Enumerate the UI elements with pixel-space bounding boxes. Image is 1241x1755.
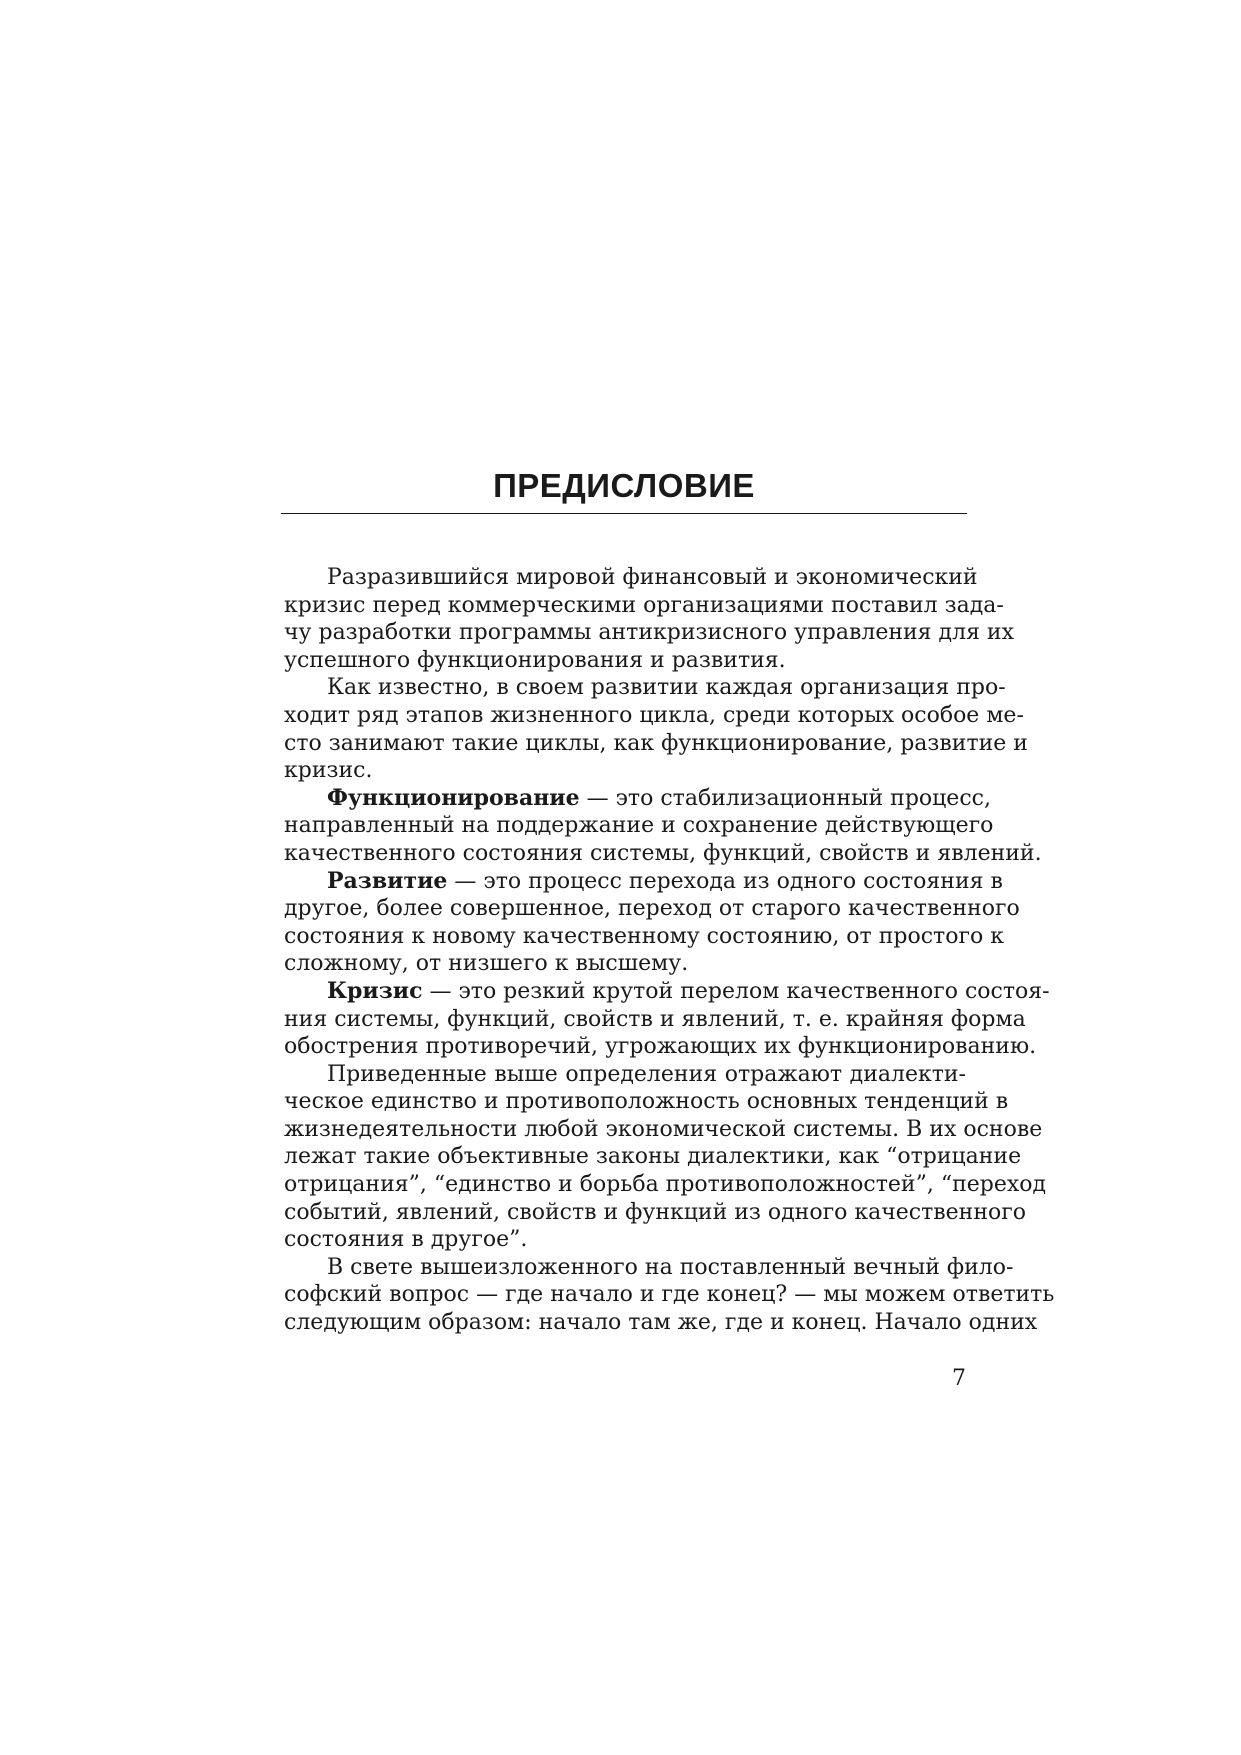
text-line: лежат такие объективные законы диалектики, как “отрицание bbox=[284, 1144, 1022, 1170]
text-line: сложному, от низшего к высшему. bbox=[284, 951, 689, 977]
defined-term: Кризис bbox=[327, 977, 423, 1004]
definition-crisis bbox=[284, 977, 1050, 1061]
text-line bbox=[284, 867, 1003, 896]
text-line: кризис перед коммерческими организациями поставил зада- bbox=[284, 592, 1004, 618]
text-line: чу разработки программы антикризисного управления для их bbox=[284, 620, 1015, 646]
paragraph-6 bbox=[284, 1061, 1047, 1254]
definition-text: — это резкий крутой перелом качественного состоя- bbox=[422, 978, 1050, 1004]
text-line: Как известно, в своем развитии каждая организация про- bbox=[327, 675, 1006, 701]
text-line: ния системы, функций, свойств и явлений, т. е. крайняя форма bbox=[284, 1006, 1026, 1032]
text-line bbox=[284, 784, 991, 813]
page-number: 7 bbox=[952, 1366, 966, 1391]
definition-functioning bbox=[284, 784, 1042, 868]
text-line: кризис. bbox=[284, 758, 373, 784]
text-line: качественного состояния системы, функций, свойств и явлений. bbox=[284, 840, 1042, 866]
text-line: отрицания”, “единство и борьба противоположностей”, “переход bbox=[284, 1172, 1047, 1198]
defined-term: Развитие bbox=[327, 867, 448, 894]
text-line: жизнедеятельности любой экономической системы. В их основе bbox=[284, 1116, 1043, 1142]
text-line: состояния в другое”. bbox=[284, 1227, 528, 1253]
definition-development bbox=[284, 867, 1020, 978]
text-line: ходит ряд этапов жизненного цикла, среди которых особое ме- bbox=[284, 702, 1024, 728]
text-line: успешного функционирования и развития. bbox=[284, 647, 786, 673]
text-line: следующим образом: начало там же, где и конец. Начало одних bbox=[284, 1310, 1038, 1336]
text-line: сто занимают такие циклы, как функционирование, развитие и bbox=[284, 730, 1028, 756]
text-line: Разразившийся мировой финансовый и экономический bbox=[327, 565, 978, 590]
paragraph-7 bbox=[284, 1254, 1055, 1337]
text-line: состояния к новому качественному состоянию, от простого к bbox=[284, 923, 1004, 949]
title-underline bbox=[281, 513, 967, 514]
defined-term: Функционирование bbox=[327, 784, 580, 811]
body-text bbox=[284, 564, 1055, 1337]
text-line: софский вопрос — где начало и где конец? — мы можем ответить bbox=[284, 1282, 1055, 1308]
text-line: направленный на поддержание и сохранение действующего bbox=[284, 813, 994, 839]
text-line: событий, явлений, свойств и функций из одного качественного bbox=[284, 1199, 1027, 1225]
text-line: В свете вышеизложенного на поставленный вечный фило- bbox=[327, 1254, 1014, 1280]
page-title: ПРЕДИСЛОВИЕ bbox=[493, 467, 755, 504]
text-line: Приведенные выше определения отражают диалекти- bbox=[327, 1061, 966, 1087]
text-line bbox=[284, 977, 1050, 1006]
definition-text: — это стабилизационный процесс, bbox=[579, 785, 991, 811]
text-line: обострения противоречий, угрожающих их функционированию. bbox=[284, 1034, 1037, 1060]
definition-text: — это процесс перехода из одного состояния в bbox=[447, 868, 1003, 894]
paragraph-2 bbox=[284, 674, 1028, 784]
paragraph-1 bbox=[284, 564, 1015, 674]
text-line: другое, более совершенное, переход от старого качественного bbox=[284, 896, 1020, 922]
text-line: ческое единство и противоположность основных тенденций в bbox=[284, 1089, 1009, 1115]
